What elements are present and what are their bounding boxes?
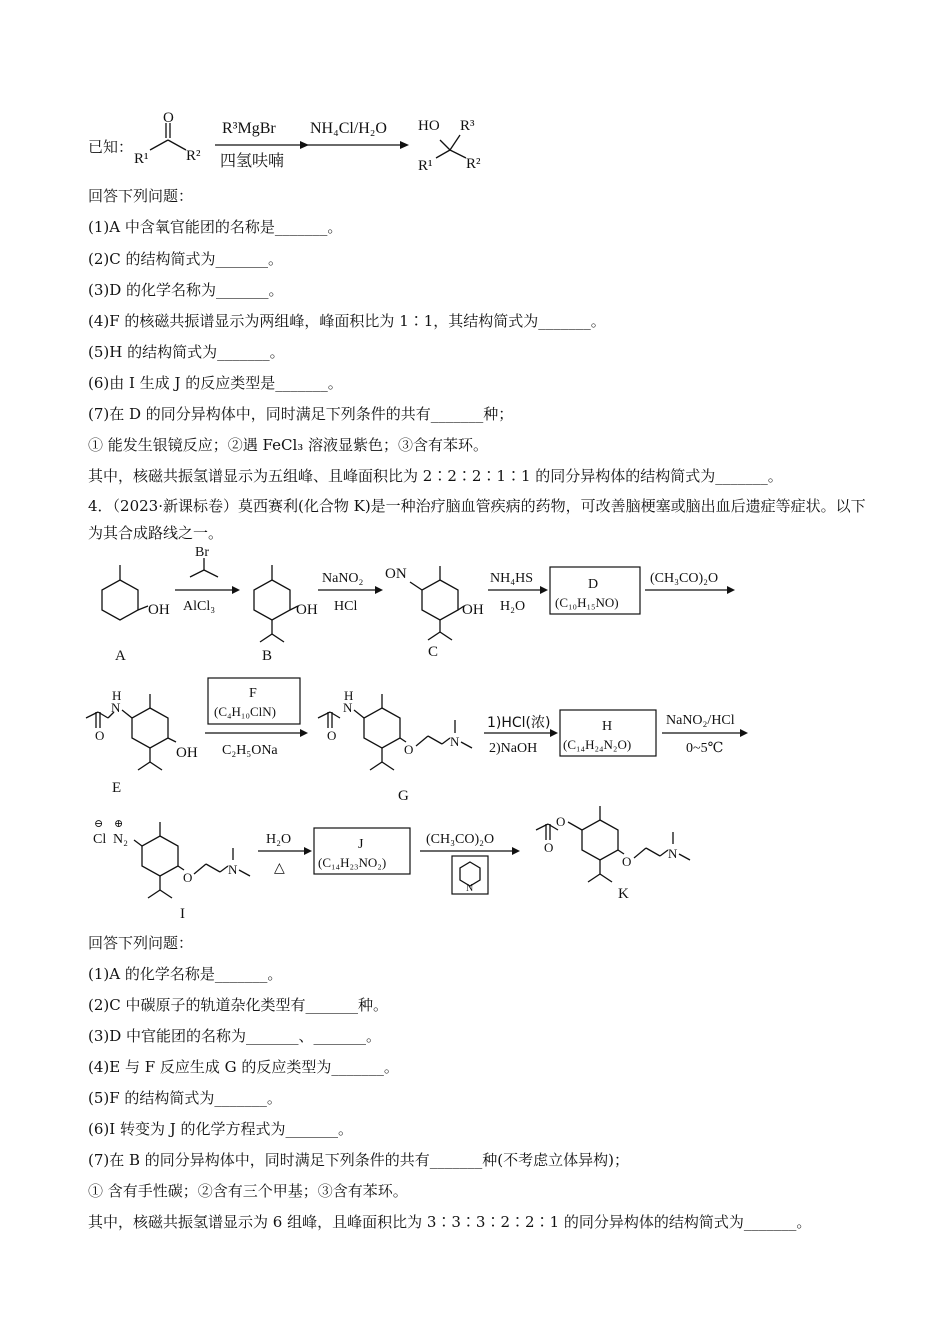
alcohol-r2: R² [466,156,481,172]
s1-question-2: (2)C 的结构简式为_______。 [88,250,283,268]
svg-text:HCl: HCl [334,599,358,614]
s1-question-3: (3)D 的化学名称为_______。 [88,281,284,299]
svg-text:N₂: N₂ [113,832,128,847]
svg-text:AlCl₃: AlCl₃ [183,599,216,614]
svg-text:O: O [556,814,566,829]
s2-question-5: (5)F 的结构简式为_______。 [88,1089,282,1107]
svg-text:OH: OH [296,602,318,618]
label-c: C [428,644,439,660]
svg-text:C₂H₅ONa: C₂H₅ONa [222,743,278,758]
isopropyl-bromide [190,545,218,577]
svg-text:⊖: ⊖ [94,818,104,830]
s2-nmr-question: 其中，核磁共振氢谱显示为 6 组峰，且峰面积比为 3∶3∶3∶2∶2∶1 的同分异构体的结构简式为_______。 [88,1213,812,1231]
svg-text:(CH₃CO)₂O: (CH₃CO)₂O [650,571,719,586]
ketone-o: O [163,110,174,126]
reagent-grignard: R³MgBr [222,120,276,137]
s2-conditions: ① 含有手性碳；②含有三个甲基；③含有苯环。 [88,1182,408,1200]
s2-question-2: (2)C 中碳原子的轨道杂化类型有_______种。 [88,996,388,1014]
svg-text:N: N [668,846,678,861]
compound-b [254,565,318,664]
svg-text:D: D [588,577,599,592]
s2-question-4: (4)E 与 F 反应生成 G 的反应类型为_______。 [88,1058,399,1076]
svg-text:H: H [344,688,354,703]
compound-e [86,688,198,796]
label-b: B [262,648,273,664]
ketone-r2: R² [186,148,201,164]
s2-question-1: (1)A 的化学名称是_______。 [88,965,283,983]
compound-i [93,818,250,922]
pyridine-icon [460,862,480,894]
svg-text:N: N [450,734,460,749]
s1-nmr-question: 其中，核磁共振氢谱显示为五组峰、且峰面积比为 2∶2∶2∶1∶1 的同分异构体的结构简式为_______。 [88,467,783,485]
svg-text:H₂O: H₂O [500,599,526,614]
svg-text:O: O [183,870,193,885]
s1-question-6: (6)由 I 生成 J 的反应类型是_______。 [88,374,343,392]
svg-text:(C₄H₁₀ClN): (C₄H₁₀ClN) [214,704,276,719]
reagent-solvent: 四氢呋喃 [220,151,285,170]
compound-c [385,566,484,660]
svg-text:O: O [544,840,554,855]
svg-text:N: N [466,883,474,894]
s1-conditions: ① 能发生银镜反应；②遇 FeCl₃ 溶液显紫色；③含有苯环。 [88,436,489,454]
s2-question-6: (6)I 转变为 J 的化学方程式为_______。 [88,1120,353,1138]
section1-answer-intro: 回答下列问题： [88,187,194,205]
label-g: G [398,788,409,804]
svg-text:O: O [95,728,105,743]
svg-text:H: H [112,688,122,703]
s1-question-7: (7)在 D 的同分异构体中，同时满足下列条件的共有_______种； [88,405,514,423]
svg-text:O: O [327,728,337,743]
svg-text:(CH₃CO)₂O: (CH₃CO)₂O [426,832,495,847]
reagent-nh4cl: NH₄Cl/H₂O [310,120,387,137]
svg-text:NH₄HS: NH₄HS [490,571,533,586]
known-label: 已知： [88,138,134,156]
svg-text:OH: OH [462,602,484,618]
section2-intro: 4．（2023·新课标卷）莫西赛利(化合物 K)是一种治疗脑血管疾病的药物，可改善脑梗塞或脑出血后遗症等症状。以下为其合成路线之一。 [88,497,866,542]
compound-g [318,688,472,804]
svg-text:H: H [602,719,613,734]
label-i: I [180,906,185,922]
svg-text:N: N [111,700,121,715]
svg-text:△: △ [274,860,285,876]
compound-a [102,565,170,664]
label-k: K [618,886,629,902]
svg-text:J: J [358,837,364,852]
svg-text:(C₁₄H₂₄N₂O): (C₁₄H₂₄N₂O) [563,737,632,752]
svg-text:⊕: ⊕ [114,818,124,830]
svg-text:Br: Br [195,545,209,560]
svg-text:NaNO₂/HCl: NaNO₂/HCl [666,713,735,728]
s1-question-5: (5)H 的结构简式为_______。 [88,343,285,361]
section2-answer-intro: 回答下列问题： [88,934,194,952]
svg-text:N: N [228,862,238,877]
svg-text:(C₁₀H₁₅NO): (C₁₀H₁₅NO) [555,595,619,610]
svg-text:ON: ON [385,566,407,582]
svg-text:(C₁₄H₂₃NO₂): (C₁₄H₂₃NO₂) [318,855,387,870]
svg-text:O: O [622,854,632,869]
svg-text:N: N [343,700,353,715]
alcohol-ho: HO [418,118,440,134]
label-e: E [112,780,122,796]
svg-text:H₂O: H₂O [266,832,292,847]
svg-text:1)HCl(浓): 1)HCl(浓) [487,715,551,731]
s1-question-1: (1)A 中含氧官能团的名称是_______。 [88,218,343,236]
svg-text:OH: OH [148,602,170,618]
compound-k [536,806,690,902]
svg-text:OH: OH [176,745,198,761]
svg-text:F: F [249,686,257,701]
ketone-r1: R¹ [134,151,149,167]
svg-text:NaNO₂: NaNO₂ [322,571,364,586]
svg-text:2)NaOH: 2)NaOH [489,741,538,756]
svg-text:O: O [404,742,414,757]
label-a: A [115,648,126,664]
svg-text:0~5℃: 0~5℃ [686,741,724,756]
s1-question-4: (4)F 的核磁共振谱显示为两组峰，峰面积比为 1∶1，其结构简式为_______。 [88,312,606,330]
s2-question-7: (7)在 B 的同分异构体中，同时满足下列条件的共有_______种(不考虑立体异构)； [88,1151,630,1169]
s2-question-3: (3)D 中官能团的名称为_______、_______。 [88,1027,382,1045]
alcohol-r3: R³ [460,118,475,134]
alcohol-r1: R¹ [418,158,433,174]
svg-text:Cl: Cl [93,832,107,847]
